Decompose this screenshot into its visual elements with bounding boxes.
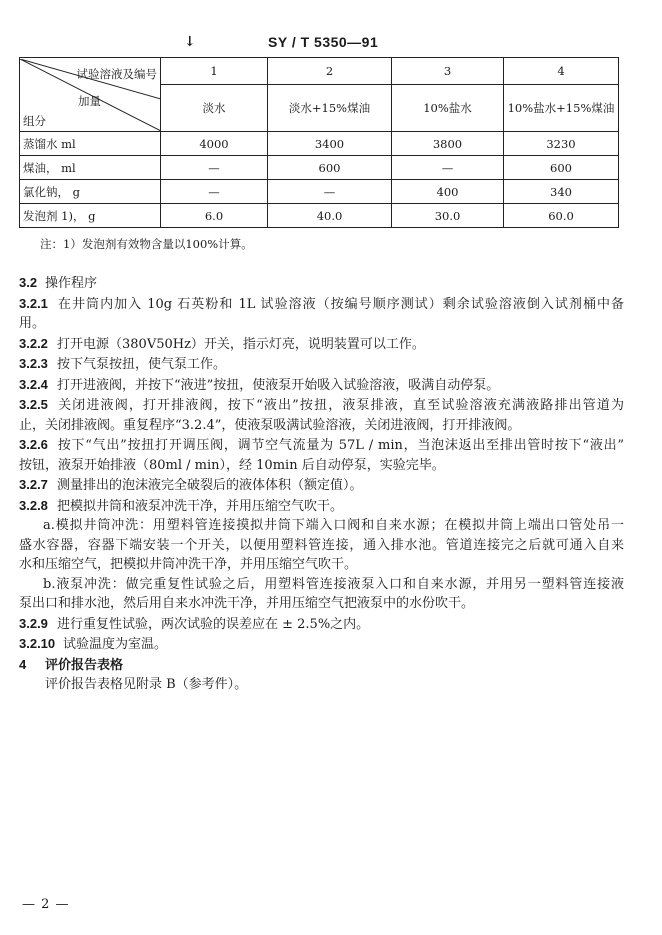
table-cell: 3400 xyxy=(268,132,392,156)
step-text: 进行重复性试验，两次试验的误差应在 ± 2.5%之内。 xyxy=(57,616,370,632)
step xyxy=(19,375,624,396)
substep-a-line: a.模拟井筒冲洗：用塑料管连接摸拟井筒下端入口阀和自来水源；在模拟井筒上端出口管处吊一 xyxy=(43,518,624,533)
step-number: 3.2.7 xyxy=(19,477,48,492)
step xyxy=(19,496,624,517)
step-number: 3.2.3 xyxy=(19,356,48,371)
substep-a-line: 盛水容器，容器下端安装一个开关，以便用塑料管连接，通入排水池。管道连接完之后就可通入自来 xyxy=(19,537,624,553)
solution-table xyxy=(19,57,619,228)
step-continuation: 止，关闭排液阀。重复程序“3.2.4”，使液泵吸满试验溶液，关闭进液阀，打开排液阀。 xyxy=(19,417,521,433)
step-number: 3.2.8 xyxy=(19,497,48,513)
section-heading xyxy=(19,655,624,676)
table-cell: — xyxy=(392,156,504,180)
step xyxy=(19,634,624,655)
table-row xyxy=(20,132,619,156)
section-number: 4 xyxy=(19,656,27,672)
substep-b-line: 泵出口和排水池，然后用自来水冲洗干净，并用压缩空气把液泵中的水份吹干。 xyxy=(19,596,475,611)
table-cell: — xyxy=(268,180,392,204)
step-number: 3.2.9 xyxy=(19,615,48,631)
section-title: 操作程序 xyxy=(45,276,98,291)
table-cell: 600 xyxy=(504,156,619,180)
step-text: 测量排出的泡沫液完全破裂后的液体体积（额定值）。 xyxy=(57,478,363,493)
table-cell: — xyxy=(161,156,268,180)
step-text: 打开电源（380V50Hz）开关，指示灯亮，说明装置可以工作。 xyxy=(57,336,425,352)
solution-name: 10%盐水+15%煤油 xyxy=(504,85,619,132)
step-text: 按下“气出”按扭打开调压阀，调节空气流量为 57L / min，当泡沫返出至排出管时按下“液出” xyxy=(57,438,624,453)
solution-name: 淡水 xyxy=(161,85,268,132)
corner-label-solution: 试验溶液及编号 xyxy=(76,66,157,81)
table-cell: 3800 xyxy=(392,132,504,156)
section-heading xyxy=(19,273,624,294)
table-cell: 3230 xyxy=(504,132,619,156)
step-number: 3.2.1 xyxy=(19,295,48,311)
table-header-row xyxy=(20,58,619,85)
step xyxy=(19,354,624,375)
step xyxy=(19,395,624,416)
step xyxy=(19,475,624,496)
step-continuation: 按钮，液泵开始排液（80ml / min），经 10min 后自动停泵，实验完毕。 xyxy=(19,457,445,473)
step xyxy=(19,435,624,456)
corner-label-component: 组分 xyxy=(23,113,46,128)
step xyxy=(19,614,624,635)
section-body: 评价报告表格见附录 B（参考件）。 xyxy=(45,677,248,692)
standard-number: SY / T 5350—91 xyxy=(268,34,379,50)
table-footnote: 注：1）发泡剂有效物含量以100%计算。 xyxy=(40,237,253,251)
header-mark: ↓ xyxy=(184,34,196,50)
row-label: 煤油， ml xyxy=(20,156,161,180)
step-text: 试验温度为室温。 xyxy=(63,637,168,652)
table-cell: 400 xyxy=(392,180,504,204)
section-number: 3.2 xyxy=(19,275,38,290)
table-row xyxy=(20,156,619,180)
table-corner-cell xyxy=(20,58,161,132)
table-row xyxy=(20,180,619,204)
step-text: 关闭进液阀，打开排液阀，按下“液出”按扭，液泵排液，直至试验溶液充满液路排出管道为 xyxy=(57,398,624,413)
corner-label-amount: 加量 xyxy=(78,93,101,108)
column-number: 2 xyxy=(268,58,392,85)
step-text: 按下气泵按扭，使气泵工作。 xyxy=(57,357,227,372)
substep-a-line: 水和压缩空气，把模拟井筒冲洗干净，并用压缩空气吹干。 xyxy=(19,557,358,572)
section-title: 评价报告表格 xyxy=(45,657,124,673)
table-cell: 340 xyxy=(504,180,619,204)
solution-name: 10%盐水 xyxy=(392,85,504,132)
step-text: 在井筒内加入 10g 石英粉和 1L 试验溶液（按编号顺序测试）剩余试验溶液倒入试剂桶中备 xyxy=(57,296,624,312)
substep-b-line: b.液泵冲洗：做完重复性试验之后，用塑料管连接液泵入口和自来水源，并用另一塑料管连接液 xyxy=(43,576,624,592)
table-cell: 60.0 xyxy=(504,204,619,228)
step-number: 3.2.10 xyxy=(19,636,56,651)
table-cell: 40.0 xyxy=(268,204,392,228)
column-number: 1 xyxy=(161,58,268,85)
table-cell: 6.0 xyxy=(161,204,268,228)
step-number: 3.2.4 xyxy=(19,376,48,392)
step-number: 3.2.6 xyxy=(19,437,48,452)
body-text xyxy=(19,273,624,695)
table-cell: — xyxy=(161,180,268,204)
step-number: 3.2.5 xyxy=(19,397,48,412)
table-cell: 4000 xyxy=(161,132,268,156)
step-number: 3.2.2 xyxy=(19,335,48,351)
step xyxy=(19,294,624,315)
row-label: 发泡剂 1)， g xyxy=(20,204,161,228)
step-text: 打开进液阀，并按下“液进”按扭，使液泵开始吸入试验溶液，吸满自动停泵。 xyxy=(57,377,500,393)
table-row xyxy=(20,204,619,228)
step-continuation: 用。 xyxy=(19,316,46,331)
step xyxy=(19,334,624,355)
page-number: — 2 — xyxy=(22,897,70,912)
row-label: 蒸馏水 ml xyxy=(20,132,161,156)
solution-name: 淡水+15%煤油 xyxy=(268,85,392,132)
row-label: 氯化钠， g xyxy=(20,180,161,204)
step-text: 把模拟井筒和液泵冲洗干净，并用压缩空气吹干。 xyxy=(57,498,344,514)
table-cell: 30.0 xyxy=(392,204,504,228)
table-cell: 600 xyxy=(268,156,392,180)
column-number: 3 xyxy=(392,58,504,85)
column-number: 4 xyxy=(504,58,619,85)
